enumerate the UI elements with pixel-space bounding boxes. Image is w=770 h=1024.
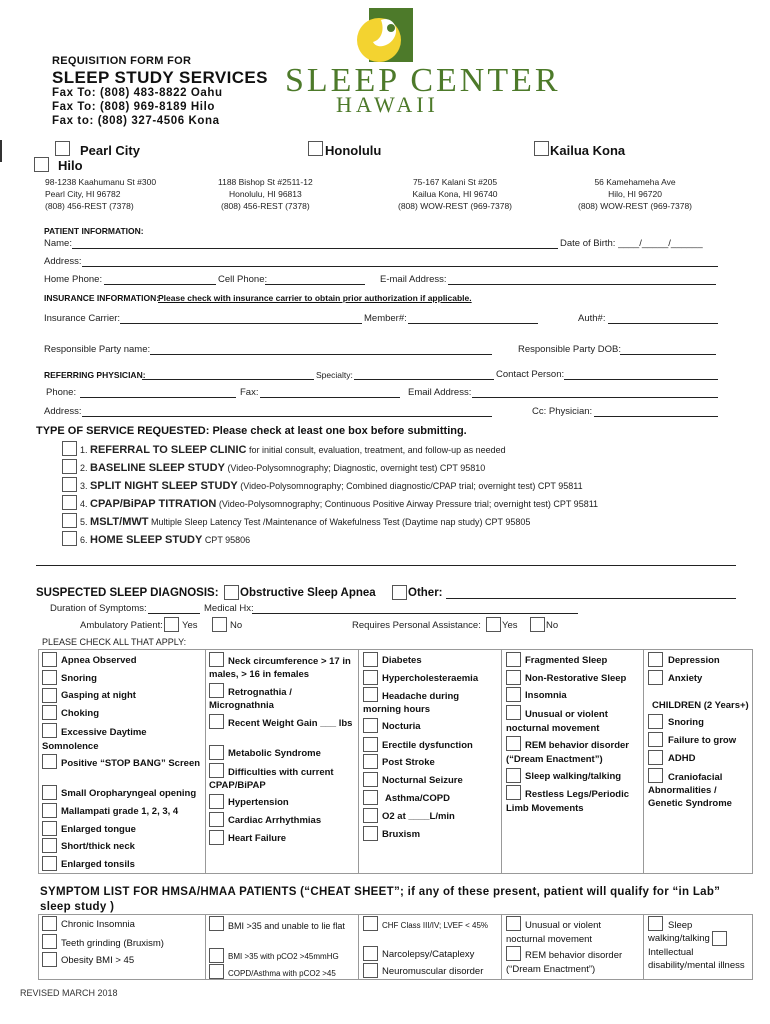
responsible-dob-field[interactable]: [620, 354, 716, 355]
symptom-label: Snoring: [61, 673, 97, 684]
patient-name-label: Name:: [44, 238, 72, 249]
ambulatory-yes-label: Yes: [182, 620, 198, 631]
specialty-field[interactable]: [354, 379, 494, 380]
patient-address-label: Address:: [44, 256, 82, 267]
symptom-label: Retrognathia / Micrognathnia: [209, 687, 292, 711]
symptom-label: Hypercholesteraemia: [382, 673, 479, 684]
service-3-checkbox[interactable]: [62, 477, 77, 492]
service-6-text: [80, 534, 250, 546]
cheat-label: Sleep walking/talking: [648, 920, 710, 944]
symptom-label: Gasping at night: [61, 690, 136, 701]
symptom-label: Craniofacial Abnormalities / Genetic Syndrome: [648, 772, 732, 809]
symptom-label: Snoring: [668, 717, 704, 728]
cheat-checkbox[interactable]: [712, 931, 727, 946]
symptom-checkbox[interactable]: [506, 652, 521, 667]
symptom-label: Restless Legs/Periodic Limb Movements: [506, 789, 630, 814]
logo-wordmark-sub: HAWAII: [336, 92, 439, 117]
address-kona: [398, 176, 512, 212]
ref-fax-label: Fax:: [240, 387, 259, 398]
symptom-label: REM behavior disorder (“Dream Enactment”): [506, 740, 629, 765]
cheat-label: REM behavior disorder (“Dream Enactment”): [506, 950, 623, 975]
location-pearl-city-checkbox[interactable]: [55, 141, 70, 156]
home-phone-field[interactable]: [104, 284, 216, 285]
other-field[interactable]: [446, 598, 736, 599]
address-honolulu: [218, 176, 313, 212]
service-detail: Multiple Sleep Latency Test /Maintenance of Wakefulness Test (Daytime nap study) CPT 95805: [151, 517, 531, 527]
addr-line: Kailua Kona, HI 96740: [412, 189, 498, 199]
symptom-label: Apnea Observed: [61, 655, 137, 666]
service-4-text: [80, 498, 598, 510]
responsible-field[interactable]: [150, 354, 492, 355]
symptom-label: Insomnia: [525, 690, 567, 701]
osa-checkbox[interactable]: [224, 585, 239, 600]
ref-phone-field[interactable]: [80, 397, 236, 398]
cheat-checkbox[interactable]: [209, 964, 224, 979]
symptom-checkbox[interactable]: [42, 670, 57, 685]
symptom-label: Headache during morning hours: [363, 691, 460, 715]
symptom-label: Short/thick neck: [61, 841, 135, 852]
symptom-checkbox[interactable]: [42, 652, 57, 667]
ref-phone-label: Phone:: [46, 387, 77, 398]
location-pearl-city: Pearl City: [80, 143, 140, 158]
service-num: 3.: [80, 481, 88, 491]
symptom-label: Erectile dysfunction: [382, 740, 473, 751]
cheat-checkbox[interactable]: [363, 963, 378, 978]
fax-oahu: Fax To: (808) 483-8822 Oahu: [52, 87, 223, 99]
ambulatory-no-label: No: [230, 620, 243, 631]
symptom-label: Enlarged tongue: [61, 824, 136, 835]
email-field[interactable]: [448, 284, 716, 285]
symptom-label: Excessive Daytime Somnolence: [42, 727, 147, 752]
symptom-checkbox[interactable]: [506, 670, 521, 685]
symptom-checkbox[interactable]: [42, 821, 57, 836]
symptom-label: Mallampati grade 1, 2, 3, 4: [61, 806, 179, 817]
page-edge-mark: [0, 140, 2, 162]
symptom-label: Positive “STOP BANG” Screen: [61, 758, 201, 769]
contact-field[interactable]: [564, 379, 718, 380]
service-1-checkbox[interactable]: [62, 441, 77, 456]
service-detail: (Video-Polysomnography; Continuous Positive Airway Pressure trial; overnight test) CPT 95811: [218, 499, 599, 509]
referring-name-field[interactable]: [142, 379, 314, 380]
cc-label: Cc: Physician:: [532, 406, 593, 417]
cheat-checkbox[interactable]: [42, 916, 57, 931]
symptom-checkbox[interactable]: [42, 838, 57, 853]
symptom-checkbox[interactable]: [42, 803, 57, 818]
cheat-checkbox[interactable]: [42, 934, 57, 949]
service-num: 1.: [80, 445, 88, 455]
cheat-label: COPD/Asthma with pCO2 >45: [228, 969, 336, 978]
responsible-label: Responsible Party name:: [44, 344, 151, 355]
symptom-checkbox[interactable]: [363, 718, 378, 733]
service-2-checkbox[interactable]: [62, 459, 77, 474]
services-heading: TYPE OF SERVICE REQUESTED: Please check at least one box before submitting.: [36, 425, 467, 437]
assistance-no-checkbox[interactable]: [530, 617, 545, 632]
logo-wordmark: SLEEP CENTER: [285, 62, 561, 99]
divider: [36, 565, 736, 566]
cc-field[interactable]: [594, 416, 718, 417]
service-detail: (Video-Polysomnography; Combined diagnostic/CPAP trial; overnight test) CPT 95811: [240, 481, 583, 491]
symptom-label: Anxiety: [668, 673, 703, 684]
symptom-label: Metabolic Syndrome: [228, 748, 321, 759]
service-num: 6.: [80, 535, 88, 545]
symptom-checkbox[interactable]: [363, 737, 378, 752]
location-hilo: Hilo: [58, 158, 83, 173]
ref-email-field[interactable]: [472, 397, 718, 398]
symptom-label: Failure to grow: [668, 735, 737, 746]
ref-email-label: Email Address:: [408, 387, 472, 398]
symptom-checkbox[interactable]: [42, 856, 57, 871]
addr-line: 75-167 Kalani St #205: [412, 177, 498, 187]
symptom-label: Nocturnal Seizure: [382, 775, 463, 786]
address-pearl-city: [45, 176, 156, 212]
carrier-field[interactable]: [120, 323, 362, 324]
location-kona-checkbox[interactable]: [534, 141, 549, 156]
service-4-checkbox[interactable]: [62, 495, 77, 510]
auth-label: Auth#:: [578, 313, 606, 324]
fax-list: [52, 86, 223, 128]
medical-hx-field[interactable]: [252, 613, 578, 614]
children-heading: CHILDREN (2 Years+): [652, 700, 749, 711]
symptom-label: Neck circumference > 17 in males, > 16 in females: [209, 656, 351, 680]
diagnosis-heading: SUSPECTED SLEEP DIAGNOSIS:: [36, 587, 219, 599]
cheat-sheet-heading: SYMPTOM LIST FOR HMSA/HMAA PATIENTS (“CHEAT SHEET”; if any of these present, patient will qualify for “in Lab” sleep study ): [40, 886, 721, 913]
carrier-label: Insurance Carrier:: [44, 313, 121, 324]
addr-line: 56 Kamehameha Ave: [594, 177, 676, 187]
service-5-text: [80, 516, 530, 528]
symptom-checkbox[interactable]: [648, 732, 663, 747]
fax-hilo: Fax To: (808) 969-8189 Hilo: [52, 101, 215, 113]
symptom-label: Heart Failure: [228, 833, 287, 844]
symptom-checkbox[interactable]: [363, 670, 378, 685]
symptom-label: Fragmented Sleep: [525, 655, 608, 666]
addr-phone: (808) WOW-REST (969-7378): [398, 201, 512, 211]
symptom-checkbox[interactable]: [363, 652, 378, 667]
cell-phone-label: Cell Phone:: [218, 274, 268, 285]
symptom-label: Sleep walking/talking: [525, 771, 622, 782]
assistance-yes-label: Yes: [502, 620, 518, 631]
form-title: SLEEP STUDY SERVICES: [52, 68, 268, 87]
symptom-label: ADHD: [668, 753, 696, 764]
service-title: HOME SLEEP STUDY: [90, 534, 203, 546]
responsible-dob-label: Responsible Party DOB:: [518, 344, 621, 355]
form-title-small: REQUISITION FORM FOR: [52, 55, 192, 67]
symptom-label: Depression: [668, 655, 720, 666]
service-num: 4.: [80, 499, 88, 509]
symptom-label: Choking: [61, 708, 99, 719]
cell-phone-field[interactable]: [265, 284, 365, 285]
address-hilo: [578, 176, 692, 212]
patient-address-field[interactable]: [82, 266, 718, 267]
symptom-checkbox[interactable]: [363, 790, 378, 805]
cheat-label: Chronic Insomnia: [61, 919, 135, 930]
home-phone-label: Home Phone:: [44, 274, 103, 285]
duration-field[interactable]: [148, 613, 200, 614]
assistance-label: Requires Personal Assistance:: [352, 620, 481, 631]
service-num: 2.: [80, 463, 88, 473]
addr-phone: (808) WOW-REST (969-7378): [578, 201, 692, 211]
medical-hx-label: Medical Hx:: [204, 603, 254, 614]
ref-fax-field[interactable]: [260, 397, 400, 398]
ambulatory-yes-checkbox[interactable]: [164, 617, 179, 632]
service-5-checkbox[interactable]: [62, 513, 77, 528]
symptom-label: Bruxism: [382, 829, 421, 840]
cheat-checkbox[interactable]: [363, 946, 378, 961]
cheat-label: Teeth grinding (Bruxism): [61, 938, 164, 949]
cheat-checkbox[interactable]: [42, 952, 57, 967]
symptom-label: Enlarged tonsils: [61, 859, 135, 870]
symptom-label: Hypertension: [228, 797, 289, 808]
ambulatory-label: Ambulatory Patient:: [80, 620, 163, 631]
symptom-checkbox[interactable]: [363, 772, 378, 787]
symptom-label: Diabetes: [382, 655, 422, 666]
addr-line: Honolulu, HI 96813: [228, 189, 302, 199]
symptom-checkbox[interactable]: [506, 687, 521, 702]
symptom-label: O2 at ____L/min: [382, 811, 455, 822]
contact-label: Contact Person:: [496, 369, 565, 380]
addr-line: Hilo, HI 96720: [608, 189, 662, 199]
email-label: E-mail Address:: [380, 274, 447, 285]
patient-name-field[interactable]: [72, 248, 558, 249]
symptom-checkbox[interactable]: [42, 785, 57, 800]
cheat-label: Unusual or violent nocturnal movement: [506, 920, 602, 945]
logo-emblem: [355, 6, 415, 66]
cheat-label: Intellectual disability/mental illness: [648, 947, 745, 971]
service-2-text: [80, 462, 485, 474]
osa-label: Obstructive Sleep Apnea: [240, 587, 376, 599]
cheat-label: BMI >35 and unable to lie flat: [228, 921, 345, 931]
symptom-checkbox[interactable]: [648, 750, 663, 765]
service-1-text: [80, 444, 506, 456]
symptom-label: Unusual or violent nocturnal movement: [506, 709, 608, 734]
location-kona: Kailua Kona: [550, 143, 626, 158]
ambulatory-no-checkbox[interactable]: [212, 617, 227, 632]
symptom-checkbox[interactable]: [363, 808, 378, 823]
service-title: CPAP/BiPAP TITRATION: [90, 498, 217, 510]
location-honolulu: Honolulu: [325, 143, 382, 158]
specialty-label: Specialty:: [316, 370, 353, 380]
insurance-note: Please check with insurance carrier to obtain prior authorization if applicable.: [158, 293, 472, 303]
ref-address-field[interactable]: [82, 416, 492, 417]
cheat-label: Obesity BMI > 45: [61, 955, 135, 966]
addr-line: 1188 Bishop St #2511-12: [218, 177, 313, 187]
service-detail: CPT 95806: [204, 535, 251, 545]
symptom-label: Small Oropharyngeal opening: [61, 788, 197, 799]
symptom-label: Recent Weight Gain ___ lbs: [228, 718, 353, 729]
symptom-checkbox[interactable]: [363, 826, 378, 841]
symptom-label: Non-Restorative Sleep: [525, 673, 627, 684]
location-honolulu-checkbox[interactable]: [308, 141, 323, 156]
service-6-checkbox[interactable]: [62, 531, 77, 546]
symptom-checkbox[interactable]: [42, 688, 57, 703]
patient-dob-field[interactable]: Date of Birth: ____/_____/______: [560, 238, 703, 249]
cheat-label: Neuromuscular disorder: [382, 966, 484, 977]
service-title: REFERRAL TO SLEEP CLINIC: [90, 444, 247, 456]
location-hilo-checkbox[interactable]: [34, 157, 49, 172]
assistance-yes-checkbox[interactable]: [486, 617, 501, 632]
symptom-checkbox[interactable]: [209, 794, 224, 809]
symptom-checkbox[interactable]: [209, 830, 224, 845]
service-3-text: [80, 480, 583, 492]
symptom-checkbox[interactable]: [648, 670, 663, 685]
symptom-label: Nocturia: [382, 721, 421, 732]
service-detail: for initial consult, evaluation, treatment, and follow-up as needed: [249, 445, 506, 455]
other-checkbox[interactable]: [392, 585, 407, 600]
symptom-label: Asthma/COPD: [385, 793, 450, 804]
symptom-checkbox[interactable]: [506, 768, 521, 783]
ref-address-label: Address:: [44, 406, 82, 417]
symptom-label: Post Stroke: [382, 757, 435, 768]
symptom-checkbox[interactable]: [648, 714, 663, 729]
other-label: Other:: [408, 587, 443, 599]
addr-phone: (808) 456-REST (7378): [45, 201, 134, 211]
symptom-label: Difficulties with current CPAP/BiPAP: [209, 767, 334, 791]
auth-field[interactable]: [608, 323, 718, 324]
symptom-checkbox[interactable]: [209, 745, 224, 760]
fax-kona: Fax to: (808) 327-4506 Kona: [52, 115, 220, 127]
addr-phone: (808) 456-REST (7378): [221, 201, 310, 211]
revision-note: REVISED MARCH 2018: [20, 988, 118, 998]
cheat-label: CHF Class III/IV; LVEF < 45%: [382, 921, 489, 930]
symptom-checkbox[interactable]: [648, 652, 663, 667]
cheat-label: Narcolepsy/Cataplexy: [382, 949, 475, 960]
member-label: Member#:: [364, 313, 407, 324]
member-field[interactable]: [408, 323, 538, 324]
cheat-label: BMI >35 with pCO2 >45mmHG: [228, 952, 339, 961]
symptom-checkbox[interactable]: [42, 705, 57, 720]
service-title: BASELINE SLEEP STUDY: [90, 462, 225, 474]
cheat-checkbox[interactable]: [209, 948, 224, 963]
addr-line: 98-1238 Kaahumanu St #300: [45, 177, 157, 187]
patient-heading: PATIENT INFORMATION:: [44, 226, 144, 236]
symptom-checkbox[interactable]: [209, 812, 224, 827]
check-all-label: PLEASE CHECK ALL THAT APPLY:: [42, 637, 187, 647]
referring-heading: REFERRING PHYSICIAN:: [44, 370, 146, 380]
symptom-checkbox[interactable]: [363, 754, 378, 769]
insurance-heading: INSURANCE INFORMATION:: [44, 293, 160, 303]
service-title: SPLIT NIGHT SLEEP STUDY: [90, 480, 238, 492]
service-num: 5.: [80, 517, 88, 527]
symptom-label: Cardiac Arrhythmias: [228, 815, 322, 826]
assistance-no-label: No: [546, 620, 559, 631]
service-title: MSLT/MWT: [90, 516, 149, 528]
duration-label: Duration of Symptoms:: [50, 603, 147, 614]
service-detail: (Video-Polysomnography; Diagnostic, overnight test) CPT 95810: [227, 463, 486, 473]
addr-line: Pearl City, HI 96782: [45, 189, 121, 199]
